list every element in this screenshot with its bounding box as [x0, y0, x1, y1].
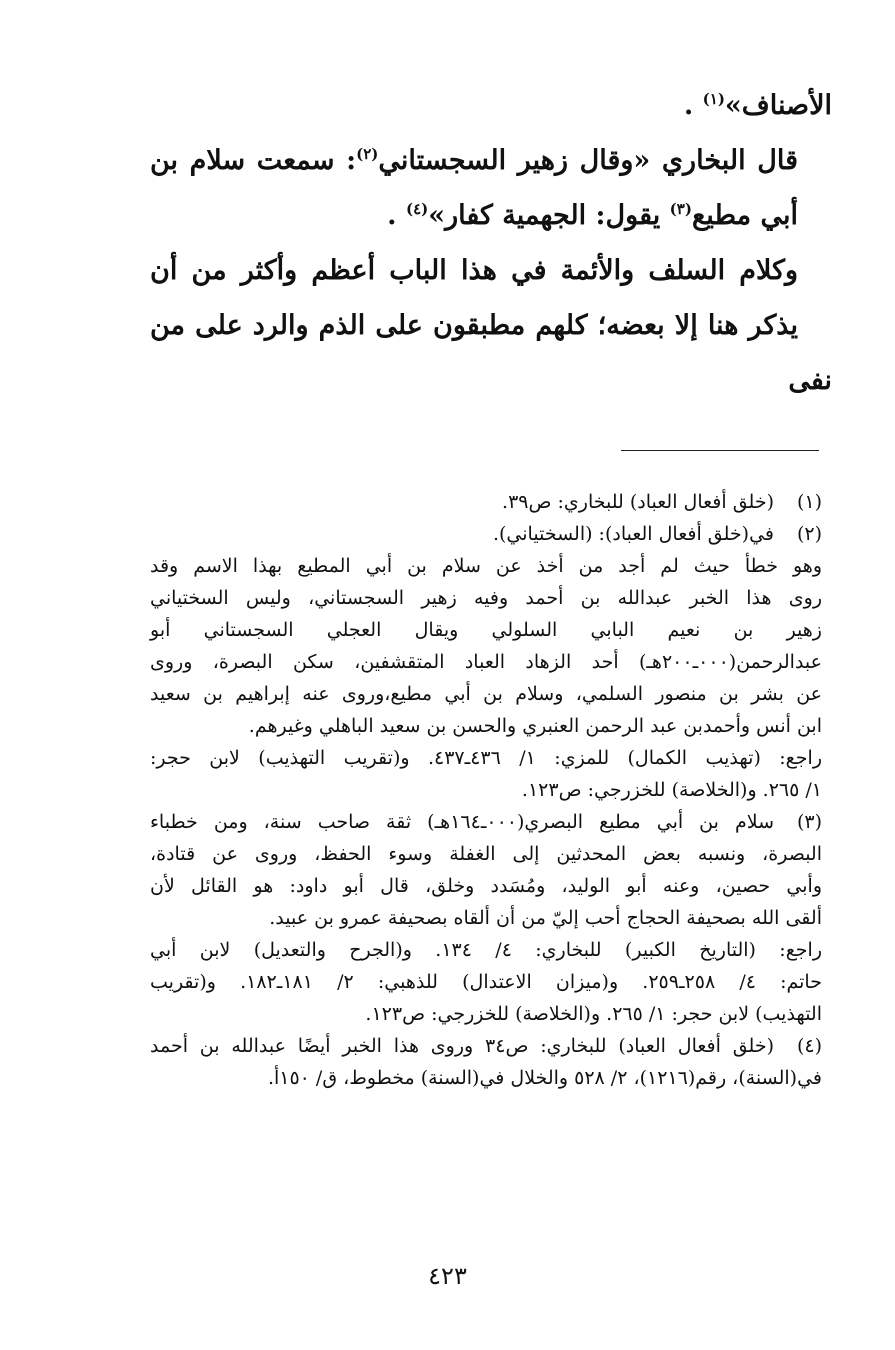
main-line: يذكر هنا إلا بعضه؛ كلهم مطبقون على الذم والرد على من نفى [150, 310, 832, 396]
footnote-ref: (١) [702, 90, 725, 108]
paragraph-salaf [150, 243, 832, 408]
footnote-body [150, 838, 822, 1030]
footnote-line: في(السنة)، رقم(١٢١٦)، ٢/ ٥٢٨ والخلال في(السنة) مخطوط، ق/ ١٥٠أ. [267, 1067, 822, 1089]
footnote-line: في(خلق أفعال العباد): (السختياني). [492, 523, 774, 545]
footnote-body [150, 806, 774, 838]
footnote-divider [621, 450, 819, 451]
footnote-line: البصرة، ونسبه بعض المحدثين إلى الغفلة وسوء الحفظ، وروى عن قتادة، [150, 843, 822, 865]
page-number: ٤٢٣ [428, 1262, 467, 1290]
footnote-body [150, 1030, 774, 1062]
footnote-line: زهير بن نعيم البابي السلولي ويقال العجلي السجستاني أبو [150, 619, 822, 641]
footnote-ref: (٤) [405, 200, 429, 218]
paragraph-quote [150, 133, 832, 243]
footnote-ref: (٢) [356, 145, 379, 163]
footnote-line: راجع: (التاريخ الكبير) للبخاري: ٤/ ١٣٤. و(الجرح والتعديل) لابن أبي [150, 939, 823, 961]
footnote-number: (١) [796, 491, 822, 513]
footnote-line: ألقى الله بصحيفة الحجاج أحب إليّ من أن ألقاه بصحيفة عمرو بن عبيد. [269, 907, 822, 929]
footnote-number: (٣) [796, 811, 822, 833]
footnote-body [150, 1062, 822, 1094]
footnote-line: راجع: (تهذيب الكمال) للمزي: ١/ ٤٣٦ـ٤٣٧. و(تقريب التهذيب) لابن حجر: [150, 747, 822, 769]
main-text [150, 78, 832, 408]
footnote-line: ابن أنس وأحمدبن عبد الرحمن العنبري والحسن بن سعيد الباهلي وغيرهم. [248, 715, 822, 737]
footnote-ref: (٣) [669, 200, 692, 218]
footnote-number: (٢) [796, 523, 822, 545]
footnote-line: وهو خطأ حيث لم أجد من أخذ عن سلام بن أبي المطيع بهذا الاسم وقد [150, 555, 822, 577]
footnote-3-continued [150, 838, 822, 1030]
footnote-line: التهذيب) لابن حجر: ١/ ٢٦٥. و(الخلاصة) للخزرجي: ص١٢٣. [365, 1003, 822, 1025]
footnote-1 [150, 486, 822, 518]
main-line: الأصناف»$^{(١)}$ . [683, 90, 832, 121]
footnote-number: (٤) [796, 1035, 822, 1057]
footnote-3 [150, 806, 822, 838]
footnote-line: عن بشر بن منصور السلمي، وسلام بن أبي مطيع،وروى عنه إبراهيم بن سعيد [150, 683, 822, 705]
footnote-line: ١/ ٢٦٥. و(الخلاصة) للخزرجي: ص١٢٣. [521, 779, 822, 801]
footnote-line: وأبي حصين، وعنه أبو الوليد، ومُسَدد وخلق، قال أبو داود: هو القائل لأن [150, 875, 822, 897]
main-line: قال البخاري «وقال زهير السجستاني$^{(٢)}$: سمعت سلام بن [150, 145, 798, 176]
footnote-body [150, 486, 774, 518]
footnotes [150, 486, 822, 1094]
main-line: أبي مطيع$^{(٣)}$ يقول: الجهمية كفار»$^{(٤)}$ . [387, 200, 798, 231]
footnote-body [150, 518, 774, 550]
footnote-body [150, 550, 822, 806]
paragraph-continuation [150, 78, 832, 133]
footnote-line: (خلق أفعال العباد) للبخاري: ص٣٩. [502, 491, 774, 513]
main-line: وكلام السلف والأئمة في هذا الباب أعظم وأكثر من أن [150, 255, 798, 286]
footnote-2-continued [150, 550, 822, 806]
footnote-line: عبدالرحمن(٠٠٠ـ٢٠٠هـ) أحد الزهاد العباد المتقشفين، سكن البصرة، وروى [150, 651, 822, 673]
footnote-4 [150, 1030, 822, 1062]
footnote-line: روى هذا الخبر عبدالله بن أحمد وفيه زهير السجستاني، وليس السختياني [150, 587, 822, 609]
footnote-line: سلام بن أبي مطيع البصري(٠٠٠ـ١٦٤هـ) ثقة صاحب سنة، ومن خطباء [150, 811, 774, 833]
footnote-2 [150, 518, 822, 550]
footnote-4-continued [150, 1062, 822, 1094]
footnote-line: (خلق أفعال العباد) للبخاري: ص٣٤ وروى هذا الخبر أيضًا عبدالله بن أحمد [150, 1035, 774, 1057]
footnote-line: حاتم: ٤/ ٢٥٨ـ٢٥٩. و(ميزان الاعتدال) للذهبي: ٢/ ١٨١ـ١٨٢. و(تقريب [150, 971, 822, 993]
